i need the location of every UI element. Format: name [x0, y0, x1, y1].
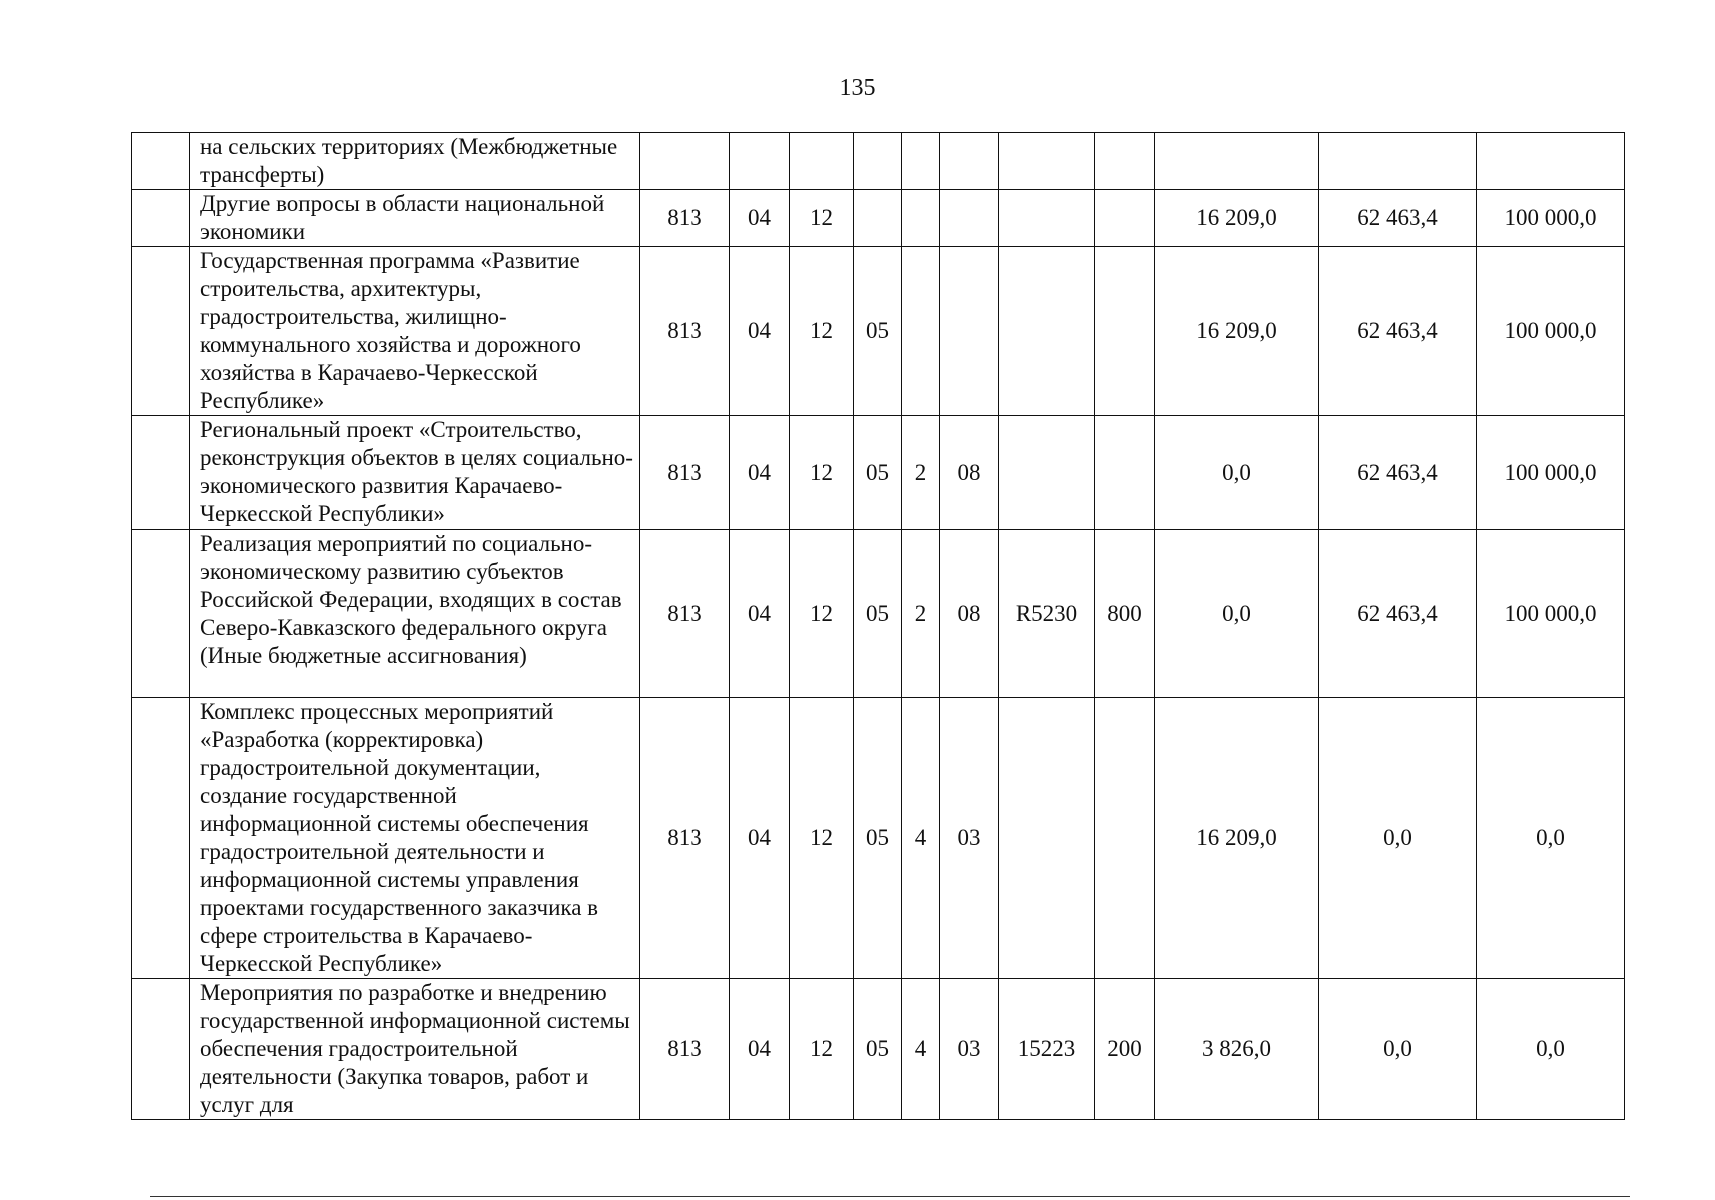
program-cell — [854, 190, 902, 247]
year1-amount: 0,0 — [1155, 416, 1319, 530]
subprogram-cell: 08 — [940, 530, 999, 698]
year1-amount: 0,0 — [1155, 530, 1319, 698]
year3-amount: 100 000,0 — [1477, 416, 1625, 530]
table-row — [132, 416, 1625, 530]
expense-type-cell — [1095, 133, 1155, 190]
year2-amount: 62 463,4 — [1319, 190, 1477, 247]
gr-cell: 813 — [640, 247, 730, 416]
direction-cell — [999, 247, 1095, 416]
row-index-cell — [132, 190, 190, 247]
row-index-cell — [132, 133, 190, 190]
expense-type-cell — [1095, 698, 1155, 979]
gr-cell: 813 — [640, 416, 730, 530]
subprogram-cell — [940, 190, 999, 247]
rz-cell: 04 — [730, 247, 790, 416]
budget-table — [131, 132, 1625, 1120]
year3-amount: 100 000,0 — [1477, 190, 1625, 247]
type-cell — [902, 190, 940, 247]
row-name-cell: Другие вопросы в области национальной экономики — [190, 190, 640, 247]
pr-cell: 12 — [790, 979, 854, 1120]
gr-cell — [640, 133, 730, 190]
year3-amount: 100 000,0 — [1477, 247, 1625, 416]
year1-amount: 16 209,0 — [1155, 698, 1319, 979]
table-row — [132, 190, 1625, 247]
direction-cell: 15223 — [999, 979, 1095, 1120]
row-name-cell: Реализация мероприятий по социально-экономическому развитию субъектов Российской Федерации, входящих в состав Северо-Кавказского федерального округа (Иные бюджетные ассигнования) — [190, 530, 640, 698]
table-row — [132, 979, 1625, 1120]
type-cell — [902, 133, 940, 190]
row-name-cell: Комплекс процессных мероприятий «Разработка (корректировка) градостроительной документации, создание государственной информационной системы обеспечения градостроительной деятельности и информационной системы управления проектами государственного заказчика в сфере строительства в Карачаево-Черкесской Республике» — [190, 698, 640, 979]
table-body — [132, 133, 1625, 1120]
year1-amount — [1155, 133, 1319, 190]
subprogram-cell: 03 — [940, 979, 999, 1120]
program-cell: 05 — [854, 698, 902, 979]
row-index-cell — [132, 698, 190, 979]
gr-cell: 813 — [640, 190, 730, 247]
pr-cell: 12 — [790, 416, 854, 530]
year1-amount: 16 209,0 — [1155, 247, 1319, 416]
type-cell — [902, 247, 940, 416]
row-index-cell — [132, 247, 190, 416]
type-cell: 2 — [902, 416, 940, 530]
rz-cell: 04 — [730, 698, 790, 979]
program-cell: 05 — [854, 979, 902, 1120]
year1-amount: 3 826,0 — [1155, 979, 1319, 1120]
table-row — [132, 530, 1625, 698]
year2-amount: 62 463,4 — [1319, 530, 1477, 698]
year3-amount: 0,0 — [1477, 698, 1625, 979]
gr-cell: 813 — [640, 979, 730, 1120]
row-name-cell: на сельских территориях (Межбюджетные трансферты) — [190, 133, 640, 190]
row-index-cell — [132, 979, 190, 1120]
direction-cell — [999, 698, 1095, 979]
expense-type-cell — [1095, 247, 1155, 416]
subprogram-cell: 03 — [940, 698, 999, 979]
program-cell: 05 — [854, 530, 902, 698]
rz-cell: 04 — [730, 416, 790, 530]
pr-cell: 12 — [790, 698, 854, 979]
year2-amount — [1319, 133, 1477, 190]
row-name-cell: Региональный проект «Строительство, реконструкция объектов в целях социально-экономического развития Карачаево-Черкесской Республики» — [190, 416, 640, 530]
year3-amount — [1477, 133, 1625, 190]
subprogram-cell — [940, 133, 999, 190]
type-cell: 4 — [902, 979, 940, 1120]
table-row — [132, 698, 1625, 979]
row-index-cell — [132, 416, 190, 530]
direction-cell: R5230 — [999, 530, 1095, 698]
expense-type-cell — [1095, 190, 1155, 247]
subprogram-cell: 08 — [940, 416, 999, 530]
rz-cell — [730, 133, 790, 190]
table-row — [132, 247, 1625, 416]
year2-amount: 62 463,4 — [1319, 247, 1477, 416]
gr-cell: 813 — [640, 698, 730, 979]
gr-cell: 813 — [640, 530, 730, 698]
type-cell: 4 — [902, 698, 940, 979]
row-name-cell: Мероприятия по разработке и внедрению государственной информационной системы обеспечения градостроительной деятельности (Закупка товаров, работ и услуг для — [190, 979, 640, 1120]
page-number: 135 — [839, 75, 876, 101]
pr-cell: 12 — [790, 247, 854, 416]
type-cell: 2 — [902, 530, 940, 698]
pr-cell: 12 — [790, 530, 854, 698]
year2-amount: 0,0 — [1319, 979, 1477, 1120]
year3-amount: 100 000,0 — [1477, 530, 1625, 698]
expense-type-cell: 200 — [1095, 979, 1155, 1120]
table-row — [132, 133, 1625, 190]
row-name-cell: Государственная программа «Развитие строительства, архитектуры, градостроительства, жилищно-коммунального хозяйства и дорожного хозяйства в Карачаево-Черкесской Республике» — [190, 247, 640, 416]
direction-cell — [999, 133, 1095, 190]
program-cell: 05 — [854, 247, 902, 416]
rz-cell: 04 — [730, 979, 790, 1120]
rz-cell: 04 — [730, 190, 790, 247]
direction-cell — [999, 190, 1095, 247]
rz-cell: 04 — [730, 530, 790, 698]
year2-amount: 0,0 — [1319, 698, 1477, 979]
direction-cell — [999, 416, 1095, 530]
subprogram-cell — [940, 247, 999, 416]
pr-cell: 12 — [790, 190, 854, 247]
year2-amount: 62 463,4 — [1319, 416, 1477, 530]
expense-type-cell: 800 — [1095, 530, 1155, 698]
program-cell: 05 — [854, 416, 902, 530]
row-index-cell — [132, 530, 190, 698]
program-cell — [854, 133, 902, 190]
scan-edge-divider — [150, 1196, 1630, 1197]
year1-amount: 16 209,0 — [1155, 190, 1319, 247]
expense-type-cell — [1095, 416, 1155, 530]
year3-amount: 0,0 — [1477, 979, 1625, 1120]
pr-cell — [790, 133, 854, 190]
